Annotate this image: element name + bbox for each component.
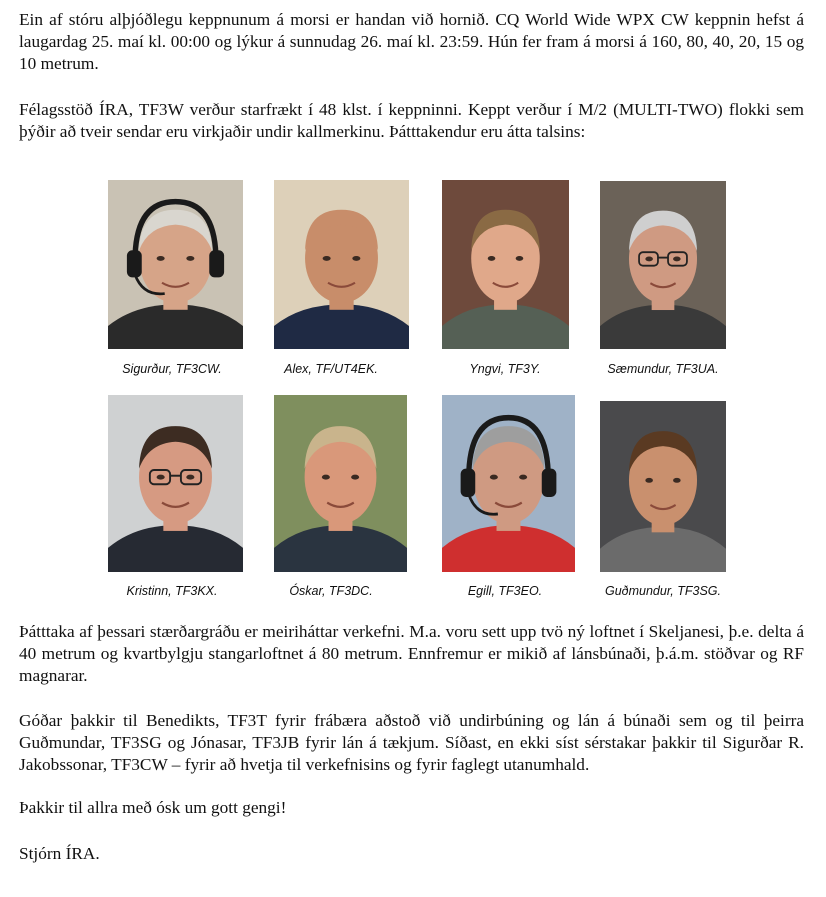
participant-caption: Alex, TF/UT4EK. (284, 362, 378, 376)
participant-photo (108, 180, 243, 349)
station-paragraph: Félagsstöð ÍRA, TF3W verður starfrækt í 48 klst. í keppninni. Keppt verður í M/2 (MULTI-TWO) flokki sem þýðir að tveir sendar eru virkjaðir undir kallmerkinu. Þátttakendur eru átta talsins: (19, 100, 804, 141)
thanks-paragraph: Góðar þakkir til Benedikts, TF3T fyrir frábæra aðstoð við undirbúning og lán á búnaði sem og til þeirra Guðmundar, TF3SG og Jónasar, TF3JB fyrir lán á tækjum. Síðast, en ekki síst sérstakar þakkir til Sigurðar R. Jakobssonar, TF3CW – fyrir að hvetja til verkefnisins og fyrir faglegt utanumhald. (19, 711, 804, 774)
participant-photo (274, 180, 409, 349)
good-luck-paragraph: Þakkir til allra með ósk um gott gengi! (19, 798, 287, 817)
participant-caption: Sigurður, TF3CW. (122, 362, 222, 376)
participant-photo (442, 180, 569, 349)
preparation-paragraph: Þátttaka af þessari stærðargráðu er meiriháttar verkefni. M.a. voru sett upp tvö ný loftnet í Skeljanesi, þ.e. delta á 40 metrum og kvartbylgju stangarloftnet á 80 metrum. Ennfremur er mikið af lánsbúnaði, þ.á.m. stöðvar og RF magnarar. (19, 622, 804, 685)
participant-photo (442, 395, 575, 572)
participant-photo (600, 401, 726, 572)
participant-caption: Yngvi, TF3Y. (469, 362, 541, 376)
participant-photo (108, 395, 243, 572)
participant-photo (274, 395, 407, 572)
intro-paragraph: Ein af stóru alþjóðlegu keppnunum á morsi er handan við hornið. CQ World Wide WPX CW keppnin hefst á laugardag 25. maí kl. 00:00 og lýkur á sunnudag 26. maí kl. 23:59. Hún fer fram á morsi á 160, 80, 40, 20, 15 og 10 metrum. (19, 10, 804, 73)
participant-caption: Egill, TF3EO. (467, 584, 543, 598)
participant-caption: Guðmundur, TF3SG. (604, 584, 722, 598)
participant-caption: Óskar, TF3DC. (289, 584, 373, 598)
participant-caption: Kristinn, TF3KX. (126, 584, 218, 598)
participant-caption: Sæmundur, TF3UA. (607, 362, 719, 376)
signature-line: Stjórn ÍRA. (19, 844, 100, 863)
participant-photo (600, 181, 726, 349)
